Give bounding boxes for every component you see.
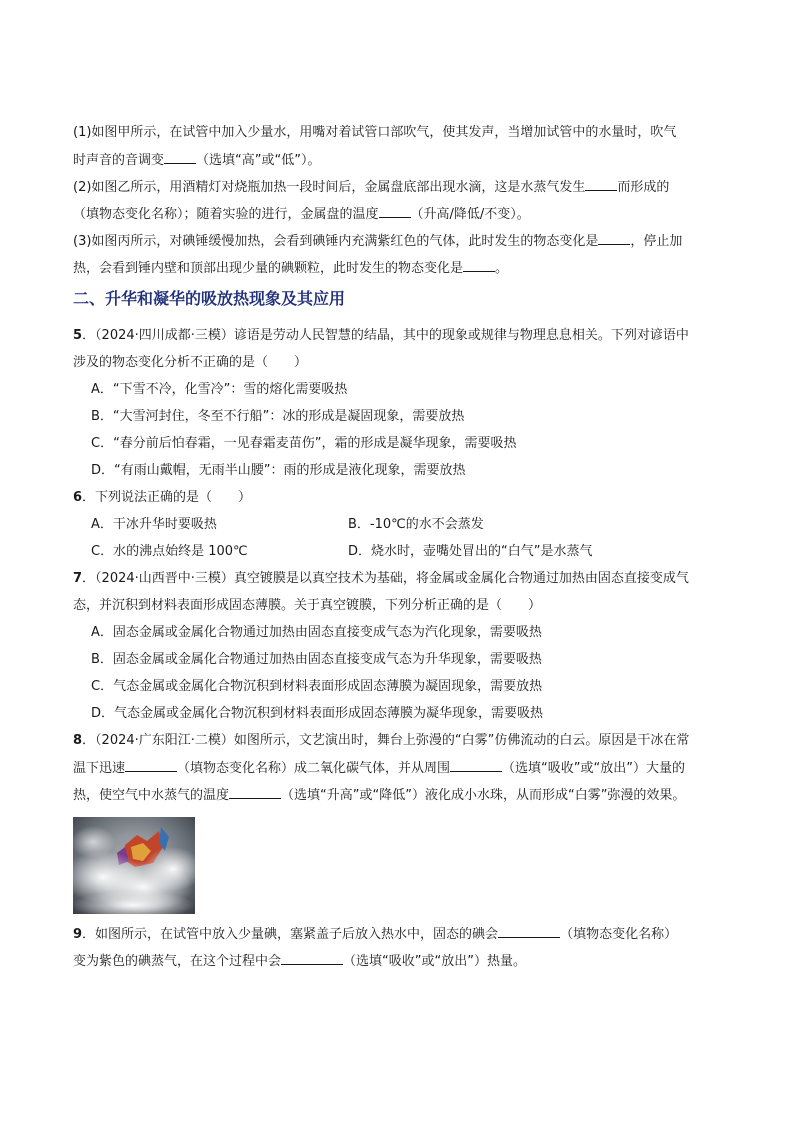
answer-blank[interactable] bbox=[498, 925, 560, 938]
answer-blank[interactable] bbox=[125, 759, 177, 772]
option-a[interactable]: A．固态金属或金属化合物通过加热由固态直接变成气态为汽化现象，需要吸热 bbox=[91, 625, 542, 640]
option-d[interactable]: D．烧水时，壶嘴处冒出的“白气”是水蒸气 bbox=[348, 544, 593, 559]
answer-blank[interactable] bbox=[379, 205, 411, 218]
question-7-stem: 态，并沉积到材料表面形成固态薄膜。关于真空镀膜，下列分析正确的是（ ） bbox=[73, 598, 542, 613]
question-9-stem: 变为紫色的碘蒸气，在这个过程中会 （选填“吸收”或“放出”）热量。 bbox=[73, 954, 526, 969]
question-8-stem: 热，使空气中水蒸气的温度 （选填“升高”或“降低”）液化成小水珠，从而形成“白雾”弥漫的效果。 bbox=[73, 788, 686, 803]
option-b[interactable]: B．“大雪河封住，冬至不行船”：冰的形成是凝固现象，需要放热 bbox=[91, 409, 465, 424]
answer-blank[interactable] bbox=[164, 151, 196, 164]
question-5-stem: 涉及的物态变化分析不正确的是（ ） bbox=[73, 355, 308, 370]
text-line: 热，会看到锤内壁和顶部出现少量的碘颗粒，此时发生的物态变化是 。 bbox=[73, 261, 509, 276]
option-b[interactable]: B．固态金属或金属化合物通过加热由固态直接变成气态为升华现象，需要吸热 bbox=[91, 652, 542, 667]
text-line: (1)如图甲所示，在试管中加入少量水，用嘴对着试管口部吹气，使其发声，当增加试管中的水量时，吹气 bbox=[73, 125, 677, 140]
option-a[interactable]: A．“下雪不冷，化雪冷”：雪的熔化需要吸热 bbox=[91, 382, 348, 397]
answer-blank[interactable] bbox=[585, 178, 617, 191]
text-line: （填物态变化名称）；随着实验的进行，金属盘的温度 （升高/降低/不变）。 bbox=[73, 207, 530, 222]
option-c[interactable]: C．水的沸点始终是 100℃ bbox=[91, 544, 248, 559]
question-6-stem: 6．下列说法正确的是（ ） bbox=[73, 490, 252, 505]
option-a[interactable]: A．干冰升华时要吸热 bbox=[91, 517, 217, 532]
stage-fog-photo bbox=[73, 817, 195, 914]
text-line: (3)如图丙所示，对碘锤缓慢加热，会看到碘锤内充满紫红色的气体，此时发生的物态变化是 ，停止加 bbox=[73, 234, 683, 249]
question-7-stem: 7．（2024·山西晋中·三模）真空镀膜是以真空技术为基础，将金属或金属化合物通过加热由固态直接变成气 bbox=[73, 571, 689, 586]
answer-blank[interactable] bbox=[598, 232, 630, 245]
option-b[interactable]: B．-10℃的水不会蒸发 bbox=[348, 517, 484, 532]
option-d[interactable]: D．气态金属或金属化合物沉积到材料表面形成固态薄膜为凝华现象，需要吸热 bbox=[91, 706, 544, 721]
question-8-stem: 8．（2024·广东阳江·二模）如图所示，文艺演出时，舞台上弥漫的“白雾”仿佛流动的白云。原因是干冰在常 bbox=[73, 733, 690, 748]
option-d[interactable]: D．“有雨山戴帽，无雨半山腰”：雨的形成是液化现象，需要放热 bbox=[91, 463, 466, 478]
text-line: 时声音的音调变 （选填“高”或“低”）。 bbox=[73, 153, 321, 168]
section-heading: 二、升华和凝华的吸放热现象及其应用 bbox=[73, 289, 346, 308]
answer-blank[interactable] bbox=[281, 952, 343, 965]
question-9-stem: 9．如图所示，在试管中放入少量碘，塞紧盖子后放入热水中，固态的碘会 （填物态变化名称） bbox=[73, 927, 678, 942]
question-8-stem: 温下迅速 （填物态变化名称）成二氧化碳气体，并从周围 （选填“吸收”或“放出”）大量的 bbox=[73, 761, 685, 776]
answer-blank[interactable] bbox=[229, 786, 281, 799]
answer-blank[interactable] bbox=[450, 759, 502, 772]
option-c[interactable]: C．气态金属或金属化合物沉积到材料表面形成固态薄膜为凝固现象，需要放热 bbox=[91, 679, 543, 694]
answer-blank[interactable] bbox=[463, 259, 495, 272]
text-line: (2)如图乙所示，用酒精灯对烧瓶加热一段时间后，金属盘底部出现水滴，这是水蒸气发生 而形成的 bbox=[73, 180, 670, 195]
option-c[interactable]: C．“春分前后怕春霜，一见春霜麦苗伤”，霜的形成是凝华现象，需要吸热 bbox=[91, 436, 517, 451]
stage-fog-illustration bbox=[73, 817, 195, 914]
question-5-stem: 5．（2024·四川成都·三模）谚语是劳动人民智慧的结晶，其中的现象或规律与物理息息相关。下列对谚语中 bbox=[73, 328, 689, 343]
